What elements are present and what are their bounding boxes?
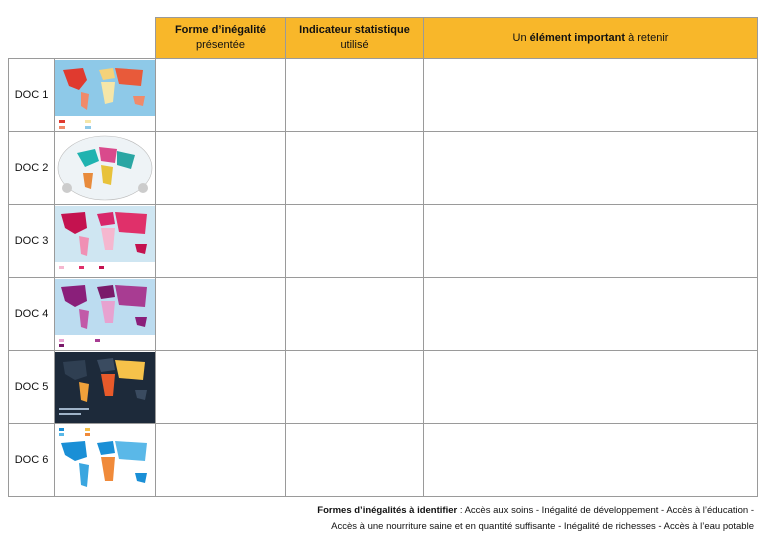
- world-map-icon: [55, 60, 155, 131]
- cell-key-element[interactable]: [424, 132, 758, 205]
- cell-key-element[interactable]: [424, 424, 758, 497]
- worksheet-table: [8, 17, 758, 497]
- cell-indicator[interactable]: [286, 424, 424, 497]
- table-row: [9, 132, 758, 205]
- cell-form[interactable]: [156, 278, 286, 351]
- cell-key-element[interactable]: [424, 351, 758, 424]
- world-map-icon: [55, 425, 155, 496]
- cell-indicator[interactable]: [286, 205, 424, 278]
- header-row: [9, 18, 758, 59]
- cell-key-element[interactable]: [424, 205, 758, 278]
- doc-label: DOC 4: [9, 278, 55, 351]
- blank-corner: [9, 18, 156, 59]
- table-row: [9, 59, 758, 132]
- doc-label: DOC 1: [9, 59, 55, 132]
- col-header-statistical-indicator: [286, 18, 424, 59]
- world-map-icon: [55, 279, 155, 350]
- world-map-icon: [55, 352, 155, 423]
- cell-indicator[interactable]: [286, 351, 424, 424]
- table-row: [9, 424, 758, 497]
- doc-label: DOC 5: [9, 351, 55, 424]
- cell-key-element[interactable]: [424, 278, 758, 351]
- cell-indicator[interactable]: [286, 59, 424, 132]
- doc-thumbnail: [55, 351, 156, 424]
- cell-indicator[interactable]: [286, 132, 424, 205]
- col3-prefix: Un: [512, 31, 530, 44]
- col2-subtitle: utilisé: [340, 39, 369, 51]
- table-row: [9, 205, 758, 278]
- footer-line-1: [54, 503, 754, 519]
- doc-label: DOC 6: [9, 424, 55, 497]
- doc-thumbnail: [55, 205, 156, 278]
- doc-thumbnail: [55, 59, 156, 132]
- footer-line-2: Accès à une nourriture saine et en quantité suffisante - Inégalité de richesses - Accès à l’eau potable: [331, 521, 754, 532]
- col2-title: Indicateur statistique: [299, 24, 410, 36]
- doc-label: DOC 2: [9, 132, 55, 205]
- col1-subtitle: présentée: [196, 39, 245, 51]
- doc-label: DOC 3: [9, 205, 55, 278]
- doc-thumbnail: [55, 278, 156, 351]
- instructions-footer: [54, 503, 754, 535]
- cell-form[interactable]: [156, 205, 286, 278]
- cell-form[interactable]: [156, 59, 286, 132]
- col-header-key-element: [424, 18, 758, 59]
- col-header-inequality-form: [156, 18, 286, 59]
- col3-bold: élément important: [529, 31, 626, 44]
- cell-indicator[interactable]: [286, 278, 424, 351]
- col3-suffix: à retenir: [625, 31, 669, 44]
- footer-line-1-text: : Accès aux soins - Inégalité de développement - Accès à l’éducation -: [457, 505, 754, 516]
- globe-projection-icon: [55, 133, 155, 204]
- cell-form[interactable]: [156, 424, 286, 497]
- doc-thumbnail: [55, 424, 156, 497]
- col1-title: Forme d’inégalité: [174, 24, 267, 36]
- footer-heading: Formes d’inégalités à identifier: [317, 505, 458, 516]
- world-map-icon: [55, 206, 155, 277]
- table-row: [9, 278, 758, 351]
- cell-form[interactable]: [156, 132, 286, 205]
- doc-thumbnail: [55, 132, 156, 205]
- cell-key-element[interactable]: [424, 59, 758, 132]
- cell-form[interactable]: [156, 351, 286, 424]
- table-row: [9, 351, 758, 424]
